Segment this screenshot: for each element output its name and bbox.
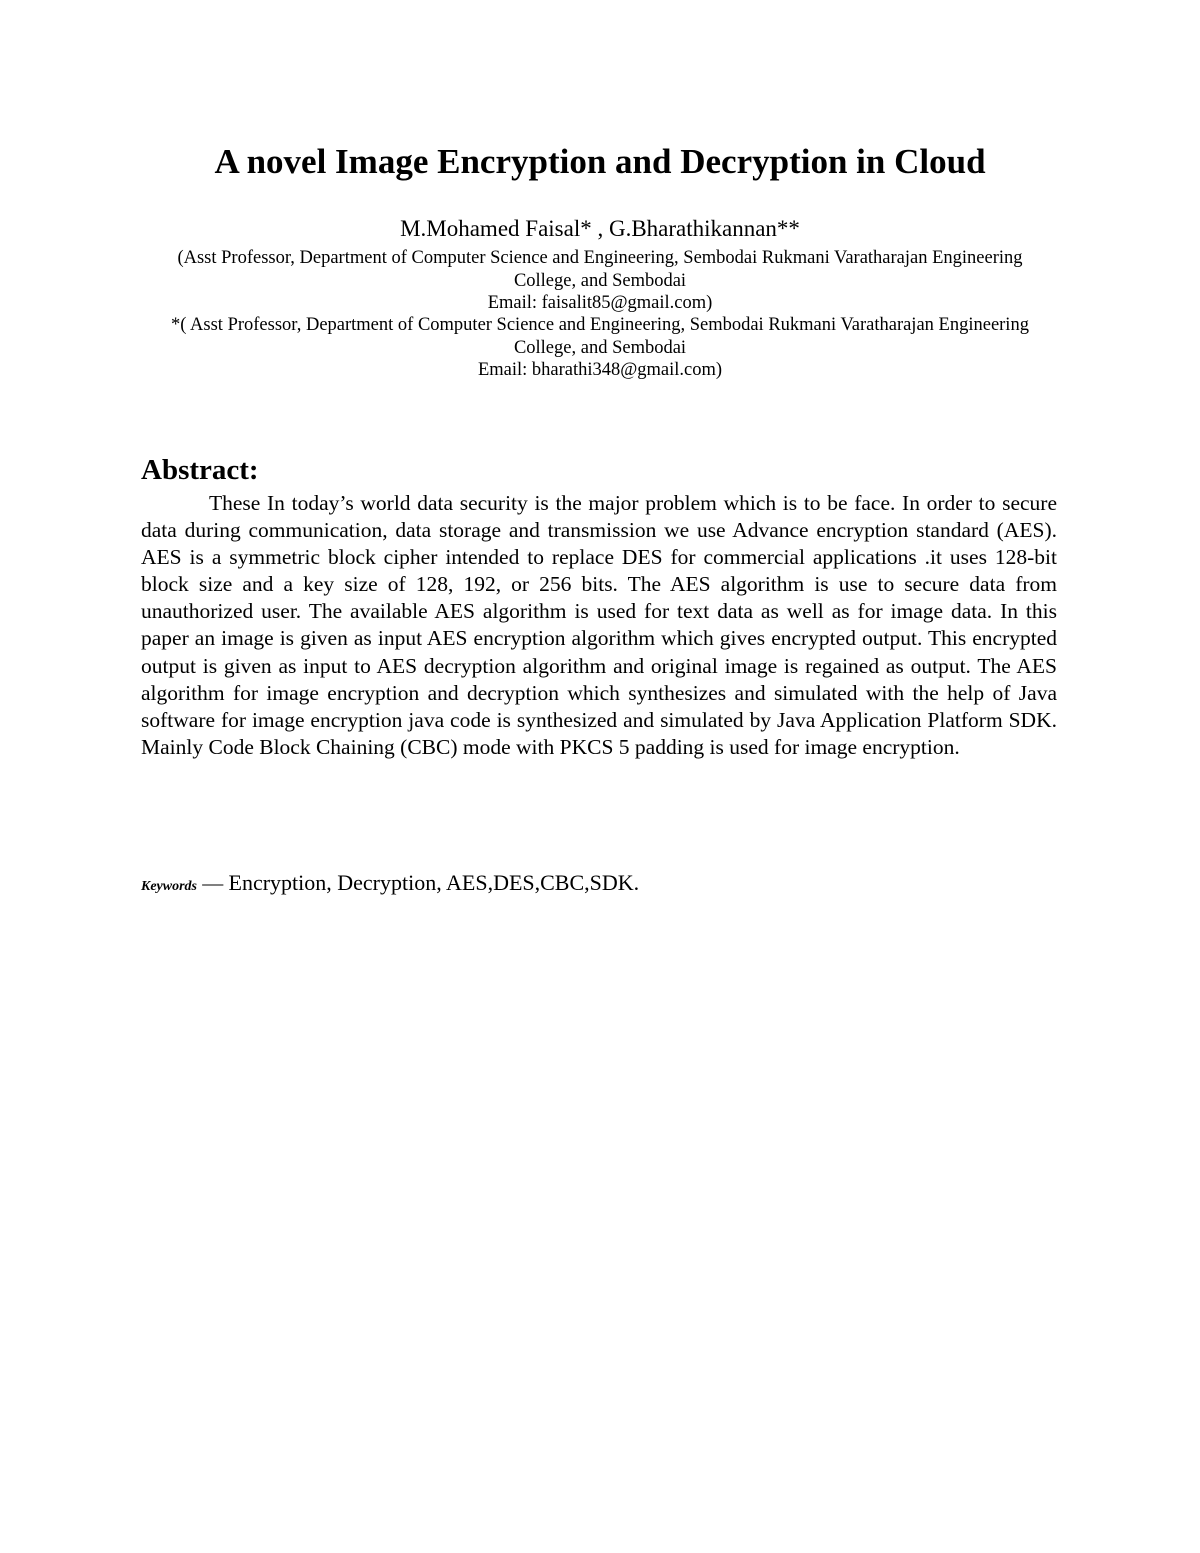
affiliation-1-line1: (Asst Professor, Department of Computer Science and Engineering, Sembodai Rukmani Varatharajan Engineering [177,248,1023,268]
abstract-heading: Abstract: [141,454,259,486]
affiliation-1-line2: College, and Sembodai [513,270,687,291]
affiliation-2-line1: *( Asst Professor, Department of Computer Science and Engineering, Sembodai Rukmani Varatharajan Engineering [171,315,1029,335]
affiliation-2 [138,314,1062,382]
affiliation-1 [138,247,1062,315]
affiliation-2-email: Email: bharathi348@gmail.com) [477,360,723,380]
affiliation-1-email: Email: faisalit85@gmail.com) [487,293,713,313]
affiliation-2-line2: College, and Sembodai [513,337,687,358]
keywords-values: Encryption, Decryption, AES,DES,CBC,SDK. [228,870,640,895]
keywords-separator: — [197,871,229,895]
keywords-label: Keywords [141,879,197,894]
keywords-line [141,868,1057,902]
paper-title: A novel Image Encryption and Decryption in Cloud [214,142,986,181]
abstract-body: These In today’s world data security is the major problem which is to be face. In order to secure data during communication, data storage and transmission we use Advance encryption standard (AES). AES is a symmetric block cipher intended to replace DES for commercial applications .it uses 128-bit block size and a key size of 128, 192, or 256 bits. The AES algorithm is use to secure data from unauthorized user. The available AES algorithm is used for text data as well as for image data. In this paper an image is given as input AES encryption algorithm which gives encrypted output. This encrypted output is given as input to AES decryption algorithm and original image is regained as output. The AES algorithm for image encryption and decryption which synthesizes and simulated with the help of Java software for image encryption java code is synthesized and simulated by Java Application Platform SDK. Mainly Code Block Chaining (CBC) mode with PKCS 5 padding is used for image encryption. [141,491,1057,759]
paper-authors: M.Mohamed Faisal* , G.Bharathikannan** [400,216,800,241]
